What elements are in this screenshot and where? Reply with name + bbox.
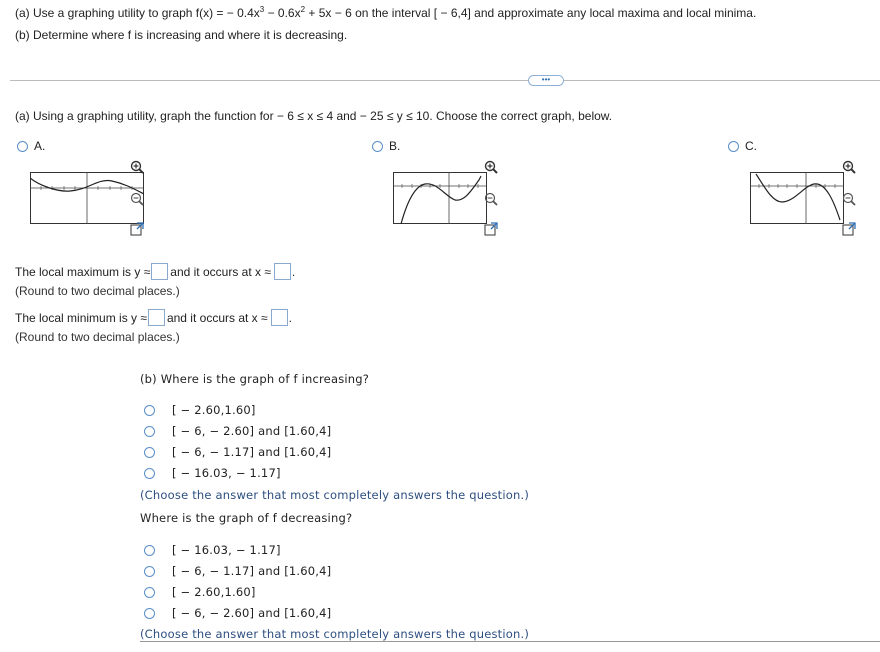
more-button[interactable]: ••• [528, 75, 564, 86]
zoom-in-icon[interactable] [130, 160, 144, 174]
decreasing-question: Where is the graph of f decreasing? [140, 511, 353, 525]
zoom-in-icon[interactable] [484, 160, 498, 174]
inc-option-4-label: [ − 16.03, − 1.17] [172, 466, 281, 480]
dec-option-1-radio[interactable] [144, 545, 155, 556]
zoom-in-icon[interactable] [842, 160, 856, 174]
inc-note: (Choose the answer that most completely answers the question.) [140, 488, 530, 502]
local-max-row: The local maximum is y ≈ and it occurs at x ≈ . [15, 264, 296, 279]
zoom-out-icon[interactable] [842, 192, 856, 206]
inc-option-2-label: [ − 6, − 2.60] and [1.60,4] [172, 424, 332, 438]
divider [10, 80, 880, 81]
zoom-out-icon[interactable] [130, 192, 144, 206]
expand-icon[interactable] [130, 222, 144, 236]
inc-option-1-label: [ − 2.60,1.60] [172, 403, 256, 417]
graph-option-a [30, 172, 144, 224]
dec-option-4-radio[interactable] [144, 608, 155, 619]
option-c-label: C. [745, 139, 757, 153]
problem-statement-a: (a) Use a graphing utility to graph f(x) = − $0.4x^3 - 0.6x^2 + 5x - 6$ on the interval [ − 6,4] and approximate any local maxima and local minima. [15, 5, 757, 20]
dec-note: (Choose the answer that most completely answers the question.) [140, 627, 530, 641]
option-b-radio[interactable] [372, 141, 383, 152]
option-b-label: B. [389, 139, 401, 153]
inc-option-3-label: [ − 6, − 1.17] and [1.60,4] [172, 445, 332, 459]
expand-icon[interactable] [842, 222, 856, 236]
inc-option-1-radio[interactable] [144, 405, 155, 416]
option-a-label: A. [34, 139, 46, 153]
option-a-radio[interactable] [17, 141, 28, 152]
local-min-row: The local minimum is y ≈ and it occurs at x ≈ . [15, 310, 292, 325]
problem-statement-b: (b) Determine where f is increasing and where it is decreasing. [15, 28, 348, 42]
local-min-x-input[interactable] [271, 309, 288, 326]
local-max-x-input[interactable] [274, 263, 291, 280]
local-min-y-input[interactable] [148, 309, 165, 326]
option-c-radio[interactable] [728, 141, 739, 152]
bottom-divider [140, 641, 880, 642]
dec-option-1-label: [ − 16.03, − 1.17] [172, 543, 281, 557]
dec-option-2-radio[interactable] [144, 566, 155, 577]
dec-option-4-label: [ − 6, − 2.60] and [1.60,4] [172, 606, 332, 620]
increasing-question: (b) Where is the graph of f increasing? [140, 372, 370, 386]
part-a-instruction: (a) Using a graphing utility, graph the function for − 6 ≤ x ≤ 4 and − 25 ≤ y ≤ 10. Choose the correct graph, below. [15, 109, 613, 123]
dec-option-3-label: [ − 2.60,1.60] [172, 585, 256, 599]
graph-option-c [740, 172, 854, 224]
dec-option-3-radio[interactable] [144, 587, 155, 598]
inc-option-4-radio[interactable] [144, 468, 155, 479]
inc-option-3-radio[interactable] [144, 447, 155, 458]
dec-option-2-label: [ − 6, − 1.17] and [1.60,4] [172, 564, 332, 578]
inc-option-2-radio[interactable] [144, 426, 155, 437]
graph-option-b [383, 172, 497, 224]
local-max-y-input[interactable] [151, 263, 168, 280]
expand-icon[interactable] [484, 222, 498, 236]
local-max-note: (Round to two decimal places.) [15, 284, 180, 298]
local-min-note: (Round to two decimal places.) [15, 330, 180, 344]
zoom-out-icon[interactable] [484, 192, 498, 206]
